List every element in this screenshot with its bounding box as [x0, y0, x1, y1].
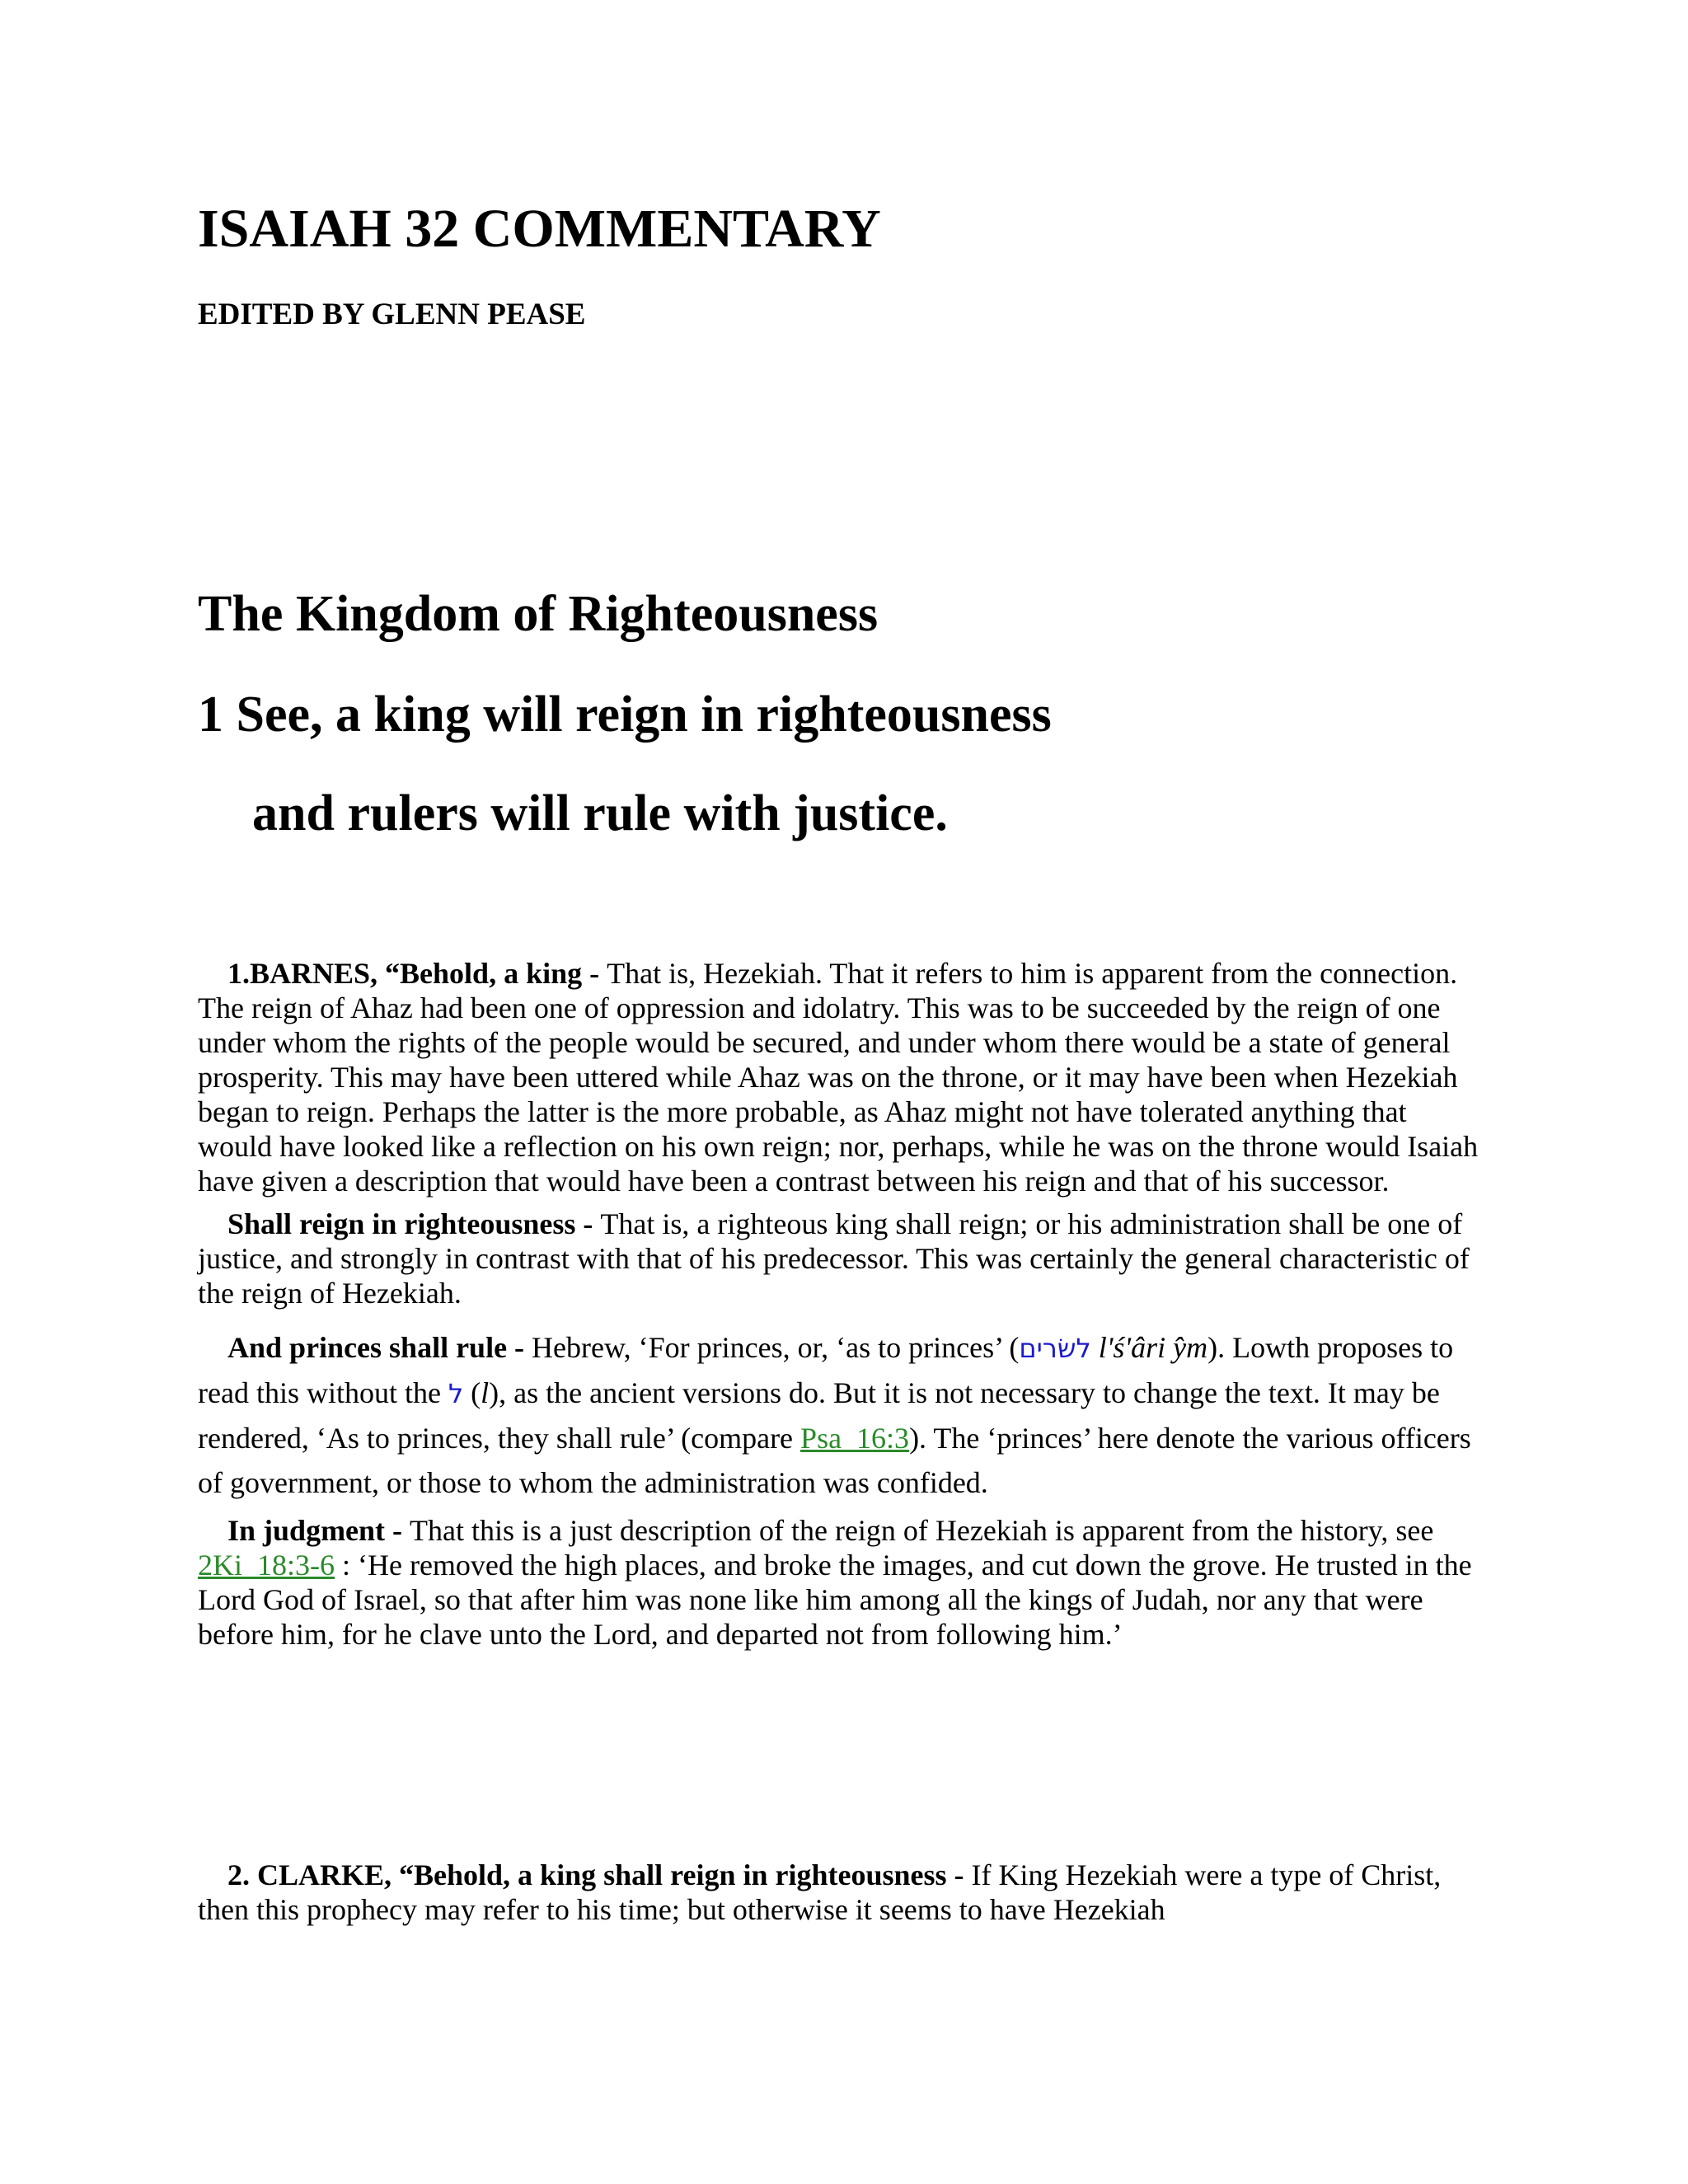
- barnes-lead-4: In judgment -: [227, 1514, 410, 1547]
- barnes-text-3c: (: [463, 1376, 481, 1409]
- transliteration-letter: l: [481, 1376, 490, 1409]
- clarke-paragraph-1: [198, 1858, 1484, 1927]
- barnes-text-4a: That this is a just description of the reign of Hezekiah is apparent from the history, see: [410, 1514, 1434, 1547]
- barnes-paragraph-4: [198, 1513, 1484, 1652]
- section-heading: The Kingdom of Righteousness: [198, 586, 879, 642]
- hebrew-letter: ל: [448, 1378, 464, 1409]
- barnes-lead-1: 1.BARNES, “Behold, a king -: [227, 957, 607, 990]
- clarke-lead: 2. CLARKE, “Behold, a king shall reign in righteousness -: [227, 1858, 972, 1891]
- hebrew-word: לשׂרים: [1019, 1333, 1091, 1364]
- barnes-text-3b: ). Lowth proposes to read this without the: [198, 1331, 1454, 1409]
- clarke-commentary: [198, 1858, 1484, 1927]
- scripture-link-2ki-18-3-6[interactable]: 2Ki_18:3-6: [198, 1549, 335, 1582]
- barnes-text-4b: : ‘He removed the high places, and broke the images, and cut down the grove. He trusted in the Lord God of Israel, so that after him was none like him among all the kings of Judah, nor any that were before him, for he clave unto the Lord, and departed not from following him.’: [198, 1549, 1472, 1651]
- barnes-text-2: That is, a righteous king shall reign; or his administration shall be one of justice, and strongly in contrast with that of his predecessor. This was certainly the general characteristic of the reign of Hezekiah.: [198, 1207, 1470, 1310]
- verse-line-2: and rulers will rule with justice.: [252, 785, 948, 841]
- barnes-paragraph-2: [198, 1207, 1484, 1310]
- barnes-paragraph-1: [198, 956, 1484, 1198]
- transliteration: l'ś'âri ̂ym: [1098, 1331, 1208, 1364]
- barnes-text-3d: ), as the ancient versions do. But it is not necessary to change the text. It may be rendered, ‘As to princes, they shall rule’ (compare: [198, 1376, 1440, 1455]
- editor-credit: EDITED BY GLENN PEASE: [198, 298, 586, 331]
- document-title: ISAIAH 32 COMMENTARY: [198, 199, 881, 259]
- barnes-lead-2: Shall reign in righteousness -: [227, 1207, 601, 1240]
- barnes-text-3e: ). The ‘princes’ here denote the various officers of government, or those to whom the administration was confided.: [198, 1422, 1471, 1499]
- barnes-commentary: [198, 956, 1484, 1652]
- barnes-lead-3: And princes shall rule -: [227, 1331, 532, 1364]
- clarke-text: If King Hezekiah were a type of Christ, then this prophecy may refer to his time; but otherwise it seems to have Hezekiah: [198, 1858, 1442, 1926]
- barnes-text-3a: Hebrew, ‘For princes, or, ‘as to princes’ (: [532, 1331, 1020, 1364]
- barnes-text-1: That is, Hezekiah. That it refers to him is apparent from the connection. The reign of Ahaz had been one of oppression and idolatry. This was to be succeeded by the reign of one under whom the rights of the people would be secured, and under whom there would be a state of general prosperity. This may have been uttered while Ahaz was on the throne, or it may have been when Hezekiah began to reign. Perhaps the latter is the more probable, as Ahaz might not have tolerated anything that would have looked like a reflection on his own reign; nor, perhaps, while he was on the throne would Isaiah have given a description that would have been a contrast between his reign and that of his successor.: [198, 957, 1479, 1197]
- verse-line-1: 1 See, a king will reign in righteousness: [198, 687, 1052, 743]
- scripture-link-psa-16-3[interactable]: Psa_16:3: [800, 1422, 910, 1455]
- barnes-paragraph-3: [198, 1325, 1484, 1505]
